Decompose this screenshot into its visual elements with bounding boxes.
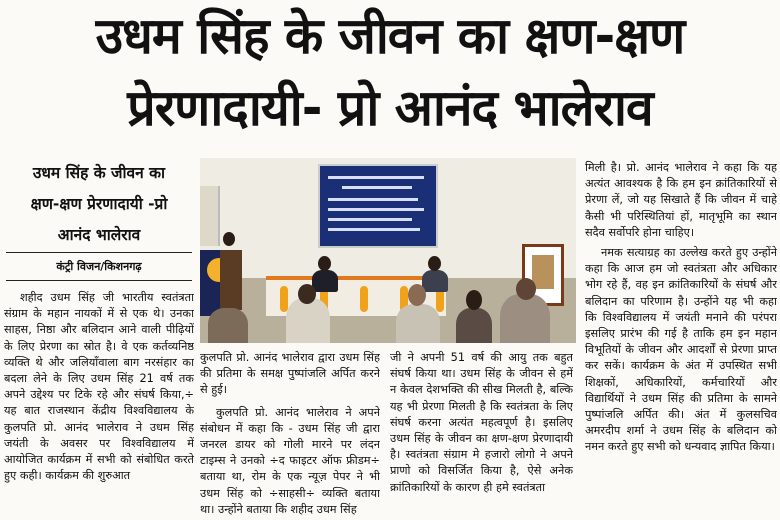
byline: कंट्री विजन/किशनगढ़ bbox=[56, 260, 142, 273]
speaker bbox=[223, 232, 235, 246]
paragraph: शहीद उधम सिंह जी भारतीय स्वतंत्रता संग्राम के महान नायकों में से एक थे। उनका साहस, निष्ठा और बलिदान आने वाली पीढ़ियों के लिए प्रेरणा का स्रोत है। वे एक कर्तव्यनिष्ठ व्यक्ति थे और जलियाँवाला बाग नरसंहार का बदला लेने के लिए उधम सिंह 21 वर्ष तक अपने उद्देश्य पर टिके रहे और संघर्ष किया,÷ यह बात राजस्थान केंद्रीय विश्वविद्यालय के कुलपति प्रो. आनंद भालेराव ने उधम सिंह जयंती के अवसर पर विश्वविद्यालय में आयोजित कार्यक्रम में सभी को संबोधित करते हुए कही। कार्यक्रम की शुरुआत bbox=[4, 291, 194, 483]
dignitary-2 bbox=[422, 270, 448, 292]
audience bbox=[208, 308, 248, 343]
sub-headline bbox=[4, 158, 194, 251]
subhead-line-2: क्षण-क्षण प्रेरणादायी -प्रो bbox=[30, 195, 168, 213]
article-column-1 bbox=[4, 290, 194, 518]
headline-line-1: उधम सिंह के जीवन का क्षण-क्षण bbox=[95, 7, 685, 65]
projector-screen bbox=[318, 164, 438, 248]
dignitary-1 bbox=[312, 270, 338, 292]
podium bbox=[220, 250, 242, 310]
subhead-line-1: उधम सिंह के जीवन का bbox=[32, 164, 166, 182]
divider-top bbox=[6, 252, 192, 253]
paragraph: कुलपति प्रो. आनंद भालेराव ने अपने संबोधन में कहा कि - उधम सिंह जी द्वारा जनरल डायर को गोली मारने पर लंदन टाइम्स ने उनको ÷द फाइटर ऑफ फ्रीडम÷ बताया था, रोम के एक न्यूज़ पेपर ने भी उधम सिंह को ÷साहसी÷ व्यक्ति बताया था। उन्होंने बताया कि शहीद उधम सिंह bbox=[200, 405, 380, 516]
subhead-line-3: आनंद भालेराव bbox=[57, 226, 141, 244]
headline-line-2: प्रेरणादायी- प्रो आनंद भालेराव bbox=[127, 79, 653, 137]
paragraph: जी ने अपनी 51 वर्ष की आयु तक बहुत संघर्ष किया था। उधम सिंह के जीवन से हमें न केवल देशभक्ति की सीख मिलती है, बल्कि यह भी प्रेरणा मिलती है कि स्वतंत्रता के लिए संघर्ष करना अत्यंत महत्वपूर्ण है। इसलिए उधम सिंह के जीवन का क्षण-क्षण प्रेरणादायी है। स्वतंत्रता संग्राम मे हजारो लोगो ने अपने प्राणो को विसर्जित किया है, ऐसे अनेक क्रांतिकारियों के कारण ही हमे स्वतंत्रता bbox=[390, 351, 573, 494]
main-headline bbox=[0, 0, 780, 150]
paragraph: नमक सत्याग्रह का उल्लेख करते हुए उन्होंने कहा कि आज हम जो स्वतंत्रता और अधिकार भोग रहे हैं, वह इन क्रांतिकारियों के संघर्ष और बलिदान का परिणाम है। उन्होंने यह भी कहा कि विश्वविद्यालय में जयंती मनाने की परंपरा इसलिए प्रारंभ की गई है ताकि हम इन महान विभूतियों के जीवन और आदर्शों से प्रेरणा प्राप्त कर सकें। कार्यक्रम के अंत में उपस्थित सभी शिक्षकों, अधिकारियों, कर्मचारियों और विद्यार्थियों ने उधम सिंह की प्रतिमा के सामने पुष्पांजलि अर्पित की। अंत में कुलसचिव अमरदीप शर्मा ने उधम सिंह के बलिदान को नमन करते हुए सभी को धन्यवाद ज्ञापित किया। bbox=[585, 246, 777, 454]
article-column-3 bbox=[390, 350, 573, 518]
paragraph: मिली है। प्रो. आनंद भालेराव ने कहा कि यह अत्यंत आवश्यक है कि हम इन क्रांतिकारियों से प्रेरणा लें, जो यह सिखाते हैं कि जीवन में चाहे कैसी भी परिस्थितियां हों, मातृभूमि का स्थान सदैव सर्वोपरि होना चाहिए। bbox=[585, 161, 777, 239]
divider-bottom bbox=[6, 280, 192, 281]
event-photo bbox=[200, 158, 576, 343]
paragraph: कुलपति प्रो. आनंद भालेराव द्वारा उधम सिंह की प्रतिमा के समक्ष पुष्पांजलि अर्पित करने से हुई। bbox=[200, 351, 380, 397]
article-column-2 bbox=[200, 350, 380, 518]
photo-window bbox=[200, 186, 220, 246]
article-column-4 bbox=[585, 160, 777, 518]
